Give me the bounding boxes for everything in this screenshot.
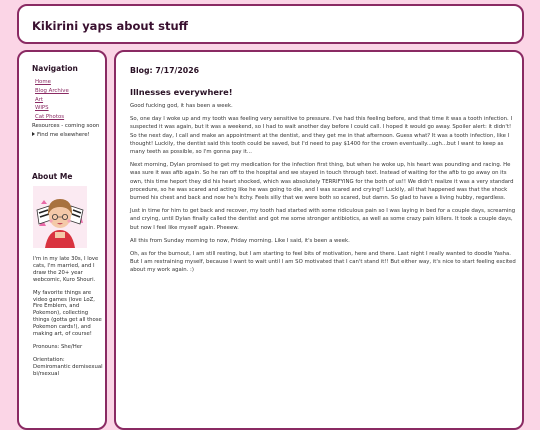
sidebar (17, 50, 107, 430)
post-title: Illnesses everywhere! (130, 87, 233, 97)
nav-heading: Navigation (32, 64, 78, 73)
post-paragraph: Next morning, Dylan promised to get my medication for the infection first thing, but when he woke up, his heart was pounding and racing. He was sure it was afib again. So he ran off to the hospital and we stayed in touch through text. Instead of waiting for the afib to go away on its own, this time heport they did his heart shocked, which was absolutely TERRIFYING for the both of us!! We didn't realize it was a very standard procedure, so he was scared and acting like he was going to die, and I was scared and crying!! Luckily, all that happened was that the shock burned his chest and back and now he's itchy. Feels silly that we were both so scared, but damn. So glad to have a living hubby, regardless. (130, 162, 514, 202)
post-paragraph: All this from Sunday morning to now, Friday morning. Like I said, it's been a week. (130, 237, 350, 244)
blog-post-panel (114, 50, 524, 430)
post-paragraph: Just in time for him to get back and recover, my tooth had started with some ridiculous pain so I was laying in bed for a couple days, screaming and crying, until Dylan finally called the dentist and got me some stronger antibiotics, as well as some crazy pain killers. It took a couple days, but now I feel like myself again. Pheeew. (130, 208, 516, 231)
post-paragraph: So, one day I woke up and my tooth was feeling very sensitive to pressure. I've had this feeling before, and that time it was a tooth infection. I suspected it was again, but it was a weekend, so I had to wait another day before I could call. I hoped it would go away. Spoiler alert: it didn't! So the next day, I call and make an appointment at the dentist, and they get me in that afternoon. Guess what? It was a tooth infection, like I thought! Luckily, the dentist said this tooth could be saved, but I'd need to pay $1400 for the crown eventually...ugh...but I want to keep as many teeth as possible, so I'm gonna pay it... (130, 116, 513, 156)
find-elsewhere-toggle[interactable] (32, 131, 106, 140)
nav-coming-soon: Resources - coming soon (32, 122, 100, 129)
nav-link-art[interactable]: Art (35, 96, 44, 103)
post-paragraph: Oh, as for the burnout, I am still resting, but I am starting to feel bits of motivation, here and there. Last night I really wanted to doodle Yasha. But I am restraining myself, because I want to wait until I am SO motivated that I can't stand it!! But either way, it's nice to start feeling excited about my work again. :) (130, 251, 516, 274)
nav-link-wips[interactable]: WIPS (35, 105, 49, 112)
nav-link-blog-archive[interactable]: Blog Archive (35, 87, 69, 94)
about-text (33, 256, 103, 384)
about-paragraph: My favorite things are video games (love LoZ, Fire Emblem, and Pokemon), collecting things (gotta get all those Pokemon cards!), and making art, of course! (33, 289, 102, 338)
post-paragraph: Good fucking god, it has been a week. (130, 103, 233, 109)
nav-link-cat-photos[interactable]: Cat Photos (35, 114, 65, 121)
about-orientation: Orientation: Demiromantic demisexual bi/rsexual (33, 356, 103, 377)
triangle-right-icon (32, 132, 35, 136)
avatar (33, 186, 87, 248)
nav-link-home[interactable]: Home (35, 79, 51, 85)
about-pronouns: Pronouns: She/Her (33, 343, 83, 350)
nav-list (32, 78, 106, 140)
site-header (17, 4, 524, 44)
about-heading: About Me (32, 172, 73, 181)
about-paragraph: I'm in my late 30s, I love cats, I'm married, and I draw the 20+ year webcomic, Kuro Shouri. (33, 256, 99, 283)
post-body (130, 102, 518, 280)
post-date-heading: Blog: 7/17/2026 (130, 66, 200, 75)
find-elsewhere-label: Find me elsewhere! (37, 131, 90, 138)
site-title: Kikirini yaps about stuff (32, 19, 188, 33)
